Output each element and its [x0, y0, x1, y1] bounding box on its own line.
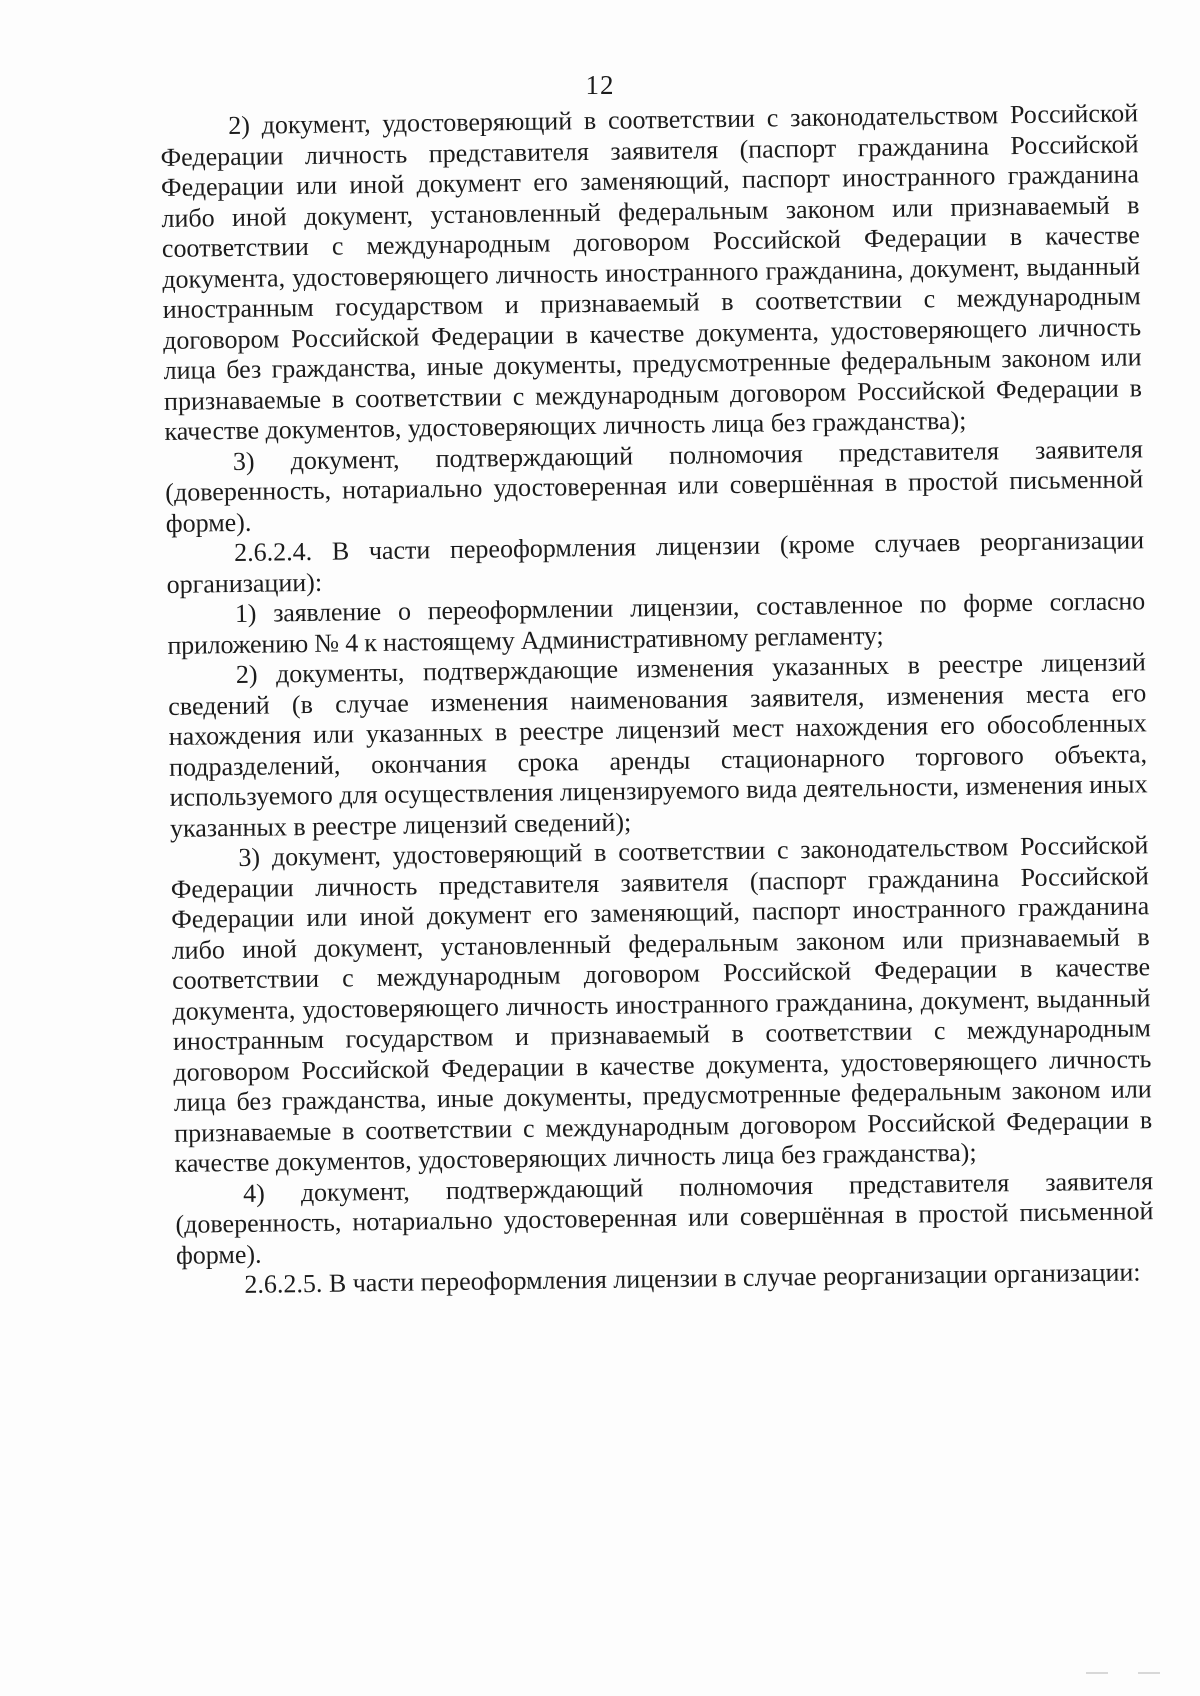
paragraph-item-2-identity-document: 2) документ, удостоверяющий в соответствии с законодательством Российской Федерации личность представителя заявителя (паспорт гражданина Российской Федерации или иной документ его заменяющий, паспорт иностранного гражданина либо иной документ, установленный федеральным законом или признаваемый в соответствии с международным договором Российской Федерации в качестве документа, удостоверяющего личность иностранного гражданина, документ, выданный иностранным государством и признаваемый в соответствии с международным договором Российской Федерации в качестве документа, удостоверяющего личность лица без гражданства, иные документы, предусмотренные федеральным законом или признаваемые в соответствии с международным договором Российской Федерации в качестве документов, удостоверяющих личность лица без гражданства); — [160, 98, 1143, 446]
paragraph-item-3-authority-document: 3) документ, подтверждающий полномочия представителя заявителя (доверенность, нотариально удостоверенная или совершённая в простой письменной форме). — [165, 433, 1144, 538]
paragraph-item-2-change-documents: 2) документы, подтверждающие изменения указанных в реестре лицензий сведений (в случае изменения наименования заявителя, изменения места его нахождения или указанных в реестре лицензий мест нахождения его обособленных подразделений, окончания срока аренды стационарного торгового объекта, используемого для осуществления лицензируемого вида деятельности, изменения иных указанных в реестре лицензий сведений); — [168, 647, 1148, 843]
paragraph-item-3-identity-document: 3) документ, удостоверяющий в соответствии с законодательством Российской Федерации личность представителя заявителя (паспорт гражданина Российской Федерации или иной документ его заменяющий, паспорт иностранного гражданина либо иной документ, установленный федеральным законом или признаваемый в соответствии с международным договором Российской Федерации в качестве документа, удостоверяющего личность иностранного гражданина, документ, выданный иностранным государством и признаваемый в соответствии с международным договором Российской Федерации в качестве документа, удостоверяющего личность лица без гражданства, иные документы, предусмотренные федеральным законом или признаваемые в соответствии с международным договором Российской Федерации в качестве документов, удостоверяющих личность лица без гражданства); — [170, 830, 1153, 1178]
scan-artifact — [1138, 1672, 1160, 1674]
paragraph-section-2-6-2-4: 2.6.2.4. В части переоформления лицензии (кроме случаев реорганизации организации): — [166, 525, 1145, 599]
paragraph-item-4-authority-document: 4) документ, подтверждающий полномочия представителя заявителя (доверенность, нотариально удостоверенная или совершённая в простой письменной форме). — [175, 1165, 1154, 1270]
document-body — [160, 98, 1155, 1301]
scan-artifact — [1086, 1672, 1108, 1674]
paragraph-item-1-application: 1) заявление о переоформлении лицензии, составленное по форме согласно приложению № 4 к настоящему Административному регламенту; — [167, 586, 1146, 660]
page-number: 12 — [585, 70, 615, 100]
paragraph-section-2-6-2-5: 2.6.2.5. В части переоформления лицензии в случае реорганизации организации: — [244, 1257, 1141, 1299]
